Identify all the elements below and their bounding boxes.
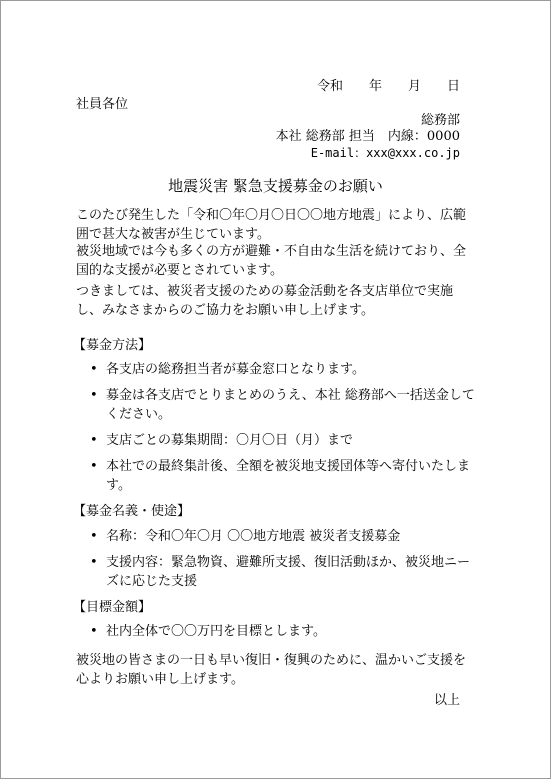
sender-contact: 本社 総務部 担当 内線：0000 bbox=[275, 129, 460, 144]
recipient: 社員各位 bbox=[76, 97, 129, 112]
document-title: 地震災害 緊急支援募金のお願い bbox=[168, 177, 383, 195]
section-heading: 【募金方法】 bbox=[73, 338, 152, 353]
end-mark: 以上 bbox=[433, 693, 460, 708]
list-item: • 各支店の総務担当者が募金窓口となります。 bbox=[90, 360, 475, 379]
list-item: • 募金は各支店でとりまとめのうえ、本社 総務部へ一括送金してください。 bbox=[90, 386, 475, 424]
bullet-list bbox=[90, 527, 475, 591]
intro-paragraph: 被災地域では今も多くの方が避難・不自由な生活を続けており、全国的な支援が必要とされています。 bbox=[76, 244, 467, 278]
bullet-list bbox=[90, 360, 475, 495]
sender-email: E-mail：xxx@xxx.co.jp bbox=[310, 146, 460, 160]
closing-paragraph: 被災地の皆さまの一日も早い復旧・復興のために、温かいご支援を心よりお願い申し上げます。 bbox=[76, 653, 467, 687]
list-item: • 支店ごとの募集期間：〇月〇日（月）まで bbox=[90, 431, 475, 450]
list-item: • 本社での最終集計後、全額を被災地支援団体等へ寄付いたします。 bbox=[90, 457, 475, 495]
section-heading: 【募金名義・使途】 bbox=[73, 504, 191, 519]
section-heading: 【目標金額】 bbox=[73, 600, 152, 615]
sender-department: 総務部 bbox=[420, 113, 460, 128]
list-item: • 社内全体で〇〇万円を目標とします。 bbox=[90, 622, 475, 641]
intro-paragraph: このたび発生した「令和〇年〇月〇日〇〇地方地震」により、広範囲で甚大な被害が生じています。 bbox=[76, 208, 467, 242]
list-item: • 名称：令和〇年〇月 〇〇地方地震 被災者支援募金 bbox=[90, 527, 475, 546]
intro-paragraph: つきましては、被災者支援のための募金活動を各支店単位で実施し、みなさまからのご協力をお願い申し上げます。 bbox=[76, 284, 454, 318]
list-item: • 支援内容：緊急物資、避難所支援、復旧活動ほか、被災地ニーズに応じた支援 bbox=[90, 553, 475, 591]
bullet-list bbox=[90, 622, 475, 641]
document-date: 令和 年 月 日 bbox=[316, 79, 460, 94]
